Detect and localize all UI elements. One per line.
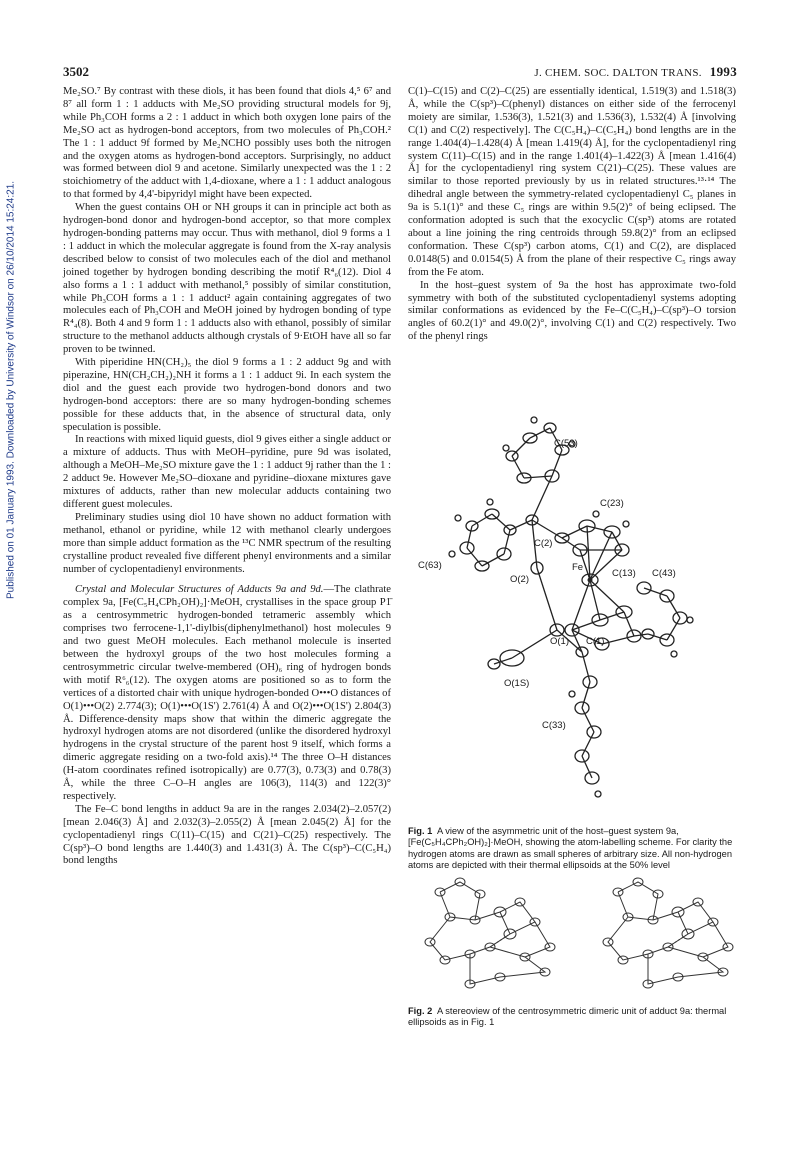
atom-label-c43: C(43)	[652, 568, 676, 579]
atom-label-c13: C(13)	[612, 568, 636, 579]
atom-label-c23: C(23)	[600, 498, 624, 509]
paragraph: In the host–guest system of 9a the host has approximate two-fold symmetry with both of the substituted cyclopentadienyl systems adopting similar conformations as evidenced by the Fe–C(C₅H₄)–C(sp³)–O torsion angles of 60.2(1)° and 49.0(2)°, involving C(1) and C(2) respectively. Two of the phenyl rings	[408, 279, 736, 343]
figure-1-caption-text: A view of the asymmetric unit of the host–guest system 9a, [Fe(C₅H₄CPh₂OH)₂]·MeOH, showing the atom-labelling scheme. For clarity the hydrogen atoms are drawn as small spheres of arbitrary size. All non-hydrogen atoms are depicted with their thermal ellipsoids at the 50% level	[408, 826, 733, 870]
paragraph: When the guest contains OH or NH groups it can in principle act both as hydrogen-bond donor and hydrogen-bond acceptor, so that more complex hydrogen-bonding patterns may occur. Thus with methanol, diol 9 forms a 1 : 1 adduct in which the molecular aggregate is found from the X-ray analysis described below to consist of two molecules each of the diol and methanol joined together by hydrogen bonding describing the motif R⁴₆(12). Diol 4 also forms a 1 : 1 adduct with methanol,⁵ possibly of similar constitution, while Ph₃COH forms a 1 : 1 adduct² again containing aggregates of two molecules each of Ph₃COH and MeOH joined by hydrogen bonding of type R⁴₄(8). Both 4 and 9 form 1 : 1 adducts also with ethanol, possibly of similar structure to the methanol adducts although crystals of 9·EtOH have all so far proven to be twinned.	[63, 202, 391, 356]
atom-label-o1s: O(1S)	[504, 678, 530, 689]
paragraph: The Fe–C bond lengths in adduct 9a are in the ranges 2.034(2)–2.057(2) [mean 2.046(3) Å] and 2.032(3)–2.055(2) Å [mean 2.045(2) Å] for the cyclopentadienyl rings C(11)–C(15) and C(21)–C(25) respectively. The C(sp³)–O bond lengths are 1.440(3) and 1.431(3) Å. The C(sp³)–C(C₅H₄) bond lengths	[63, 803, 391, 867]
figure-2-label: Fig. 2	[408, 1006, 433, 1016]
paragraph: In reactions with mixed liquid guests, diol 9 gives either a single adduct or a mixture of adducts. Thus with MeOH–pyridine, pure 9d was isolated, although a MeOH–Me₂SO mixture gave the 1 : 1 adduct 9j rather than the 1 : 2 adduct 9e. However Me₂SO–dioxane and pyridine–dioxane mixtures gave mixtures of adducts, rather than new molecular adducts containing two different guest molecules.	[63, 434, 391, 510]
paragraph: With piperidine HN(CH₂)₅ the diol 9 forms a 1 : 2 adduct 9g and with piperazine, HN(CH₂CH₂)₂NH it forms a 1 : 1 adduct 9i. In each system the diol and the guest each provide two hydrogen-bond donors and two hydrogen-bond acceptors: there are so many hydrogen-bonding schemes possible for these adducts that, in the absence of structural data, only speculation is possible.	[63, 357, 391, 433]
ortep-drawing	[412, 398, 730, 816]
atom-label-o2: O(2)	[510, 574, 529, 585]
publication-watermark: Published on 01 January 1993. Downloaded by University of Windsor on 26/10/2014 15:24:21.	[5, 180, 17, 600]
stereoview-drawing	[410, 862, 740, 1002]
journal-name: J. CHEM. SOC. DALTON TRANS.	[534, 67, 702, 79]
figure-1-label: Fig. 1	[408, 826, 433, 836]
figure-2-stereoview	[410, 862, 740, 1002]
paragraph: C(1)–C(15) and C(2)–C(25) are essentially identical, 1.519(3) and 1.518(3) Å, while the C(sp³)–C(phenyl) distances on either side of the ferrocenyl moiety are similar, 1.536(3), 1.521(3) and 1.536(3), 1.532(4) Å [involving C(1) and C(2) respectively]. The C(C₅H₄)–C(C₅H₄) bond lengths are in the range 1.404(4)–1.428(4) Å [mean 1.419(4) Å], for the cyclopentadienyl ring system C(11)–C(15) and in the range 1.401(4)–1.422(3) Å [mean 1.416(4) Å] for the cyclopentadienyl ring system C(21)–C(25). These values are similar to those reported previously by us in related structures.¹³·¹⁴ The dihedral angle between the symmetry-related cyclopentadienyl C₅ planes in 9a is 5.1(1)° and these C₅ rings are within 9.5(2)° of being eclipsed. The conformation adopted is such that the exocyclic C(sp³) atoms are rotated about a line joining the ring centroids through 59.8(2)° from an eclipsed conformation. These C(sp³) carbon atoms, C(1) and C(2), are displaced 0.0148(5) and 0.0154(5) Å from the plane of their respective C₅ rings away from the Fe atom.	[408, 86, 736, 278]
paragraph: Me₂SO.⁷ By contrast with these diols, it has been found that diols 4,⁵ 6⁷ and 8⁷ all form 1 : 1 adducts with Me₂SO providing structural models for 9j, while Ph₃COH forms a 2 : 1 adduct in which both oxygen lone pairs of the Me₂SO act as hydrogen-bond acceptors, from two molecules of Ph₃COH.² The 1 : 1 adduct 9f formed by Me₂NCHO possibly uses both the nitrogen and the oxygen atoms as hydrogen-bond acceptors. Surprisingly, no adduct was formed between diol 9 and acetone. Similarly unexpected was the 1 : 2 stoichiometry of the adduct with 1,4-dioxane, where a 1 : 1 adduct analogous to that formed by 4,4'-bipyridyl might have been expected.	[63, 86, 391, 201]
right-column	[408, 86, 736, 344]
section-text: —The clathrate complex 9a, [Fe(C₅H₄CPh₂OH)₂]·MeOH, crystallises in the space group P1̄ as a centrosymmetric hydrogen-bonded tetrameric assembly which comprises two ferrocene-1,1'-diylbis(diphenylmethanol) host molecules 9 and two guest MeOH molecules. Each methanol molecule is inserted between the hydroxyl groups of the two host molecules forming a centrosymmetric circular twelve-membered (OH)₆ ring of hydrogen bonds with motif R⁶₆(12). The oxygen atoms are positioned so as to form the vertices of a distorted chair with unique hydrogen-bonded O•••O distances of O(1)•••O(2) 2.774(3); O(1)•••O(1S') 2.761(4) Å and O(2)•••O(1S') 2.804(3) Å. Difference-density maps show that within the dimeric aggregate the hydroxyl hydrogen atoms are not disordered (unlike the disordered hydroxyl hydrogens in the crystal structure of the parent host 9 itself, which forms a dimeric aggregate residing on a two-fold axis).¹⁴ The three O–H distances (H-atom coordinates refined isotropically) are 0.77(3), 0.73(3) and 0.78(3) Å, while the three C–O–H angles are 106(3), 114(3) and 122(3)° respectively.	[63, 584, 391, 802]
atom-label-o1: O(1)	[550, 636, 569, 647]
atom-label-c2: C(2)	[534, 538, 553, 549]
atom-label-c53: C(53)	[554, 438, 578, 449]
figure-2-caption-text: A stereoview of the centrosymmetric dimeric unit of adduct 9a: thermal ellipsoids as in Fig. 1	[408, 1006, 727, 1028]
atom-label-c33: C(33)	[542, 720, 566, 731]
atom-label-c1: C(1)	[586, 636, 605, 647]
journal-header	[534, 64, 737, 80]
paragraph: Preliminary studies using diol 10 have shown no adduct formation with methanol, ethanol or pyridine, while 12 with methanol clearly undergoes more than simple adduct formation as the ¹³C NMR spectrum of the resulting crystalline product revealed five different phenyl environments and a similar number of cyclopentadienyl environments.	[63, 511, 391, 575]
journal-year: 1993	[709, 64, 737, 79]
atom-label-fe: Fe	[572, 562, 584, 573]
section-heading: Crystal and Molecular Structures of Adducts 9a and 9d.	[75, 584, 324, 596]
page-number: 3502	[63, 64, 89, 79]
figure-1-molecular-structure	[412, 398, 730, 816]
atom-label-c63: C(63)	[418, 560, 442, 571]
section-paragraph	[63, 584, 391, 803]
left-column	[63, 86, 391, 868]
figure-2-caption	[408, 1006, 738, 1029]
